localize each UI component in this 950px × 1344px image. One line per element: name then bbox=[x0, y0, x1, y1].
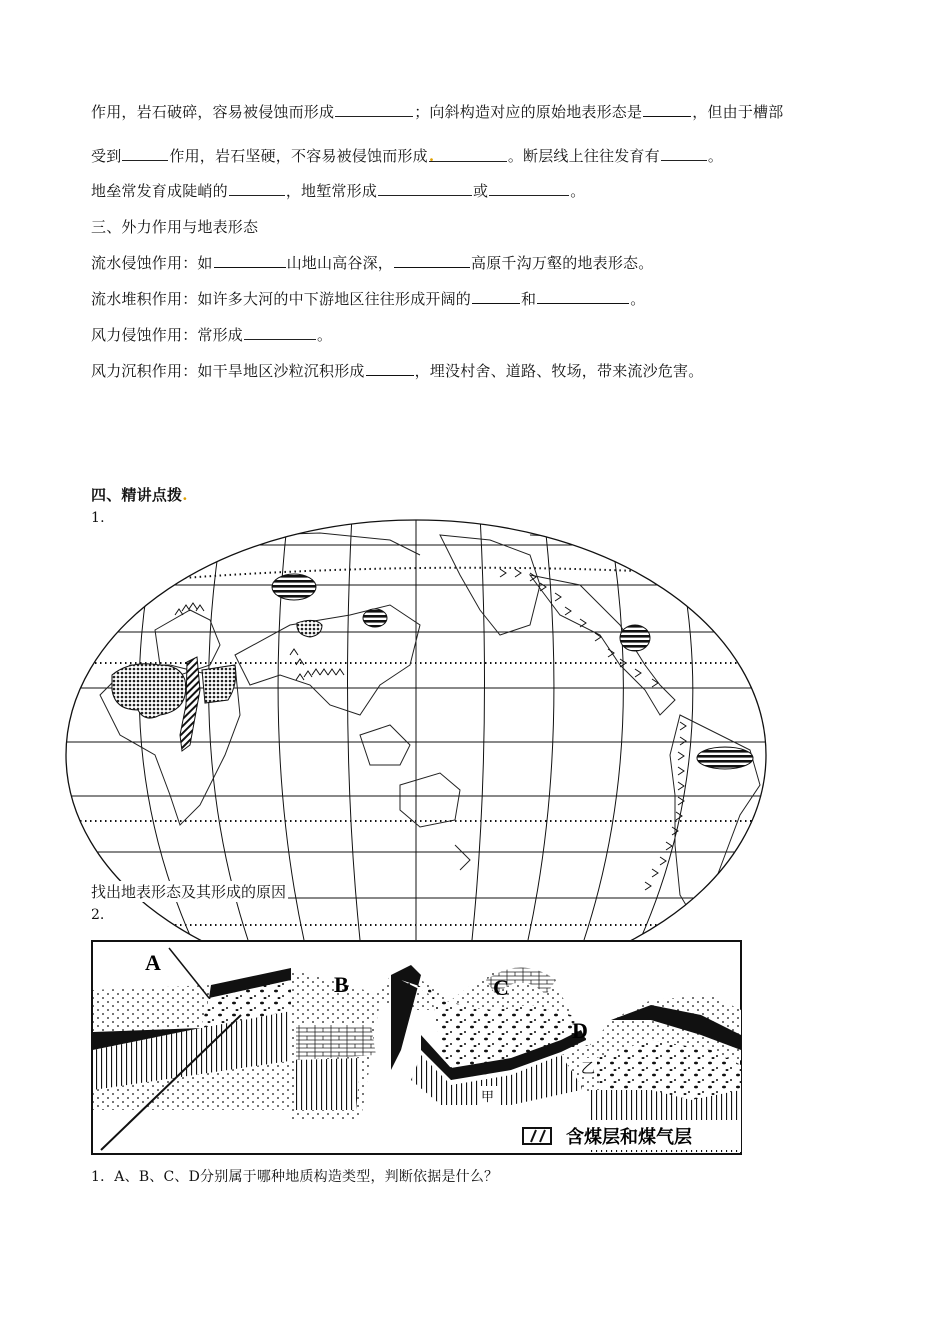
text: 受到 bbox=[91, 147, 122, 165]
question-text: 1．A、B、C、D分别属于哪种地质构造类型，判断依据是什么？ bbox=[91, 1169, 499, 1185]
text: 流水侵蚀作用：如 bbox=[91, 254, 213, 272]
answer-blank[interactable] bbox=[661, 146, 707, 161]
plain-stripes bbox=[272, 574, 316, 600]
text: 风力侵蚀作用：常形成 bbox=[91, 326, 244, 344]
geologic-cross-section bbox=[91, 940, 742, 1155]
plain-stripes bbox=[363, 609, 387, 627]
text: 风力沉积作用：如干旱地区沙粒沉积形成 bbox=[91, 362, 365, 380]
text-line-3 bbox=[91, 180, 585, 201]
map-caption: 找出地表形态及其形成的原因 bbox=[91, 883, 287, 901]
legend-swatch bbox=[523, 1128, 551, 1144]
answer-blank[interactable] bbox=[335, 102, 413, 117]
legend-label: 含煤层和煤气层 bbox=[566, 1127, 692, 1148]
text-line-7 bbox=[91, 324, 332, 345]
answer-blank[interactable] bbox=[214, 253, 286, 268]
answer-blank[interactable] bbox=[122, 146, 168, 161]
heading-text: 四、精讲点拨 bbox=[91, 486, 183, 504]
text: 山地山高谷深， bbox=[286, 254, 394, 272]
text: ，地堑常形成 bbox=[285, 182, 378, 200]
text: 作用，岩石破碎，容易被侵蚀而形成 bbox=[91, 103, 335, 121]
text: 作用，岩石坚硬，不容易被侵蚀而形成 bbox=[169, 147, 428, 165]
text-line-6 bbox=[91, 288, 645, 309]
orange-dot-mark: . bbox=[182, 486, 188, 504]
text: ，但由于槽部 bbox=[692, 103, 784, 121]
plain-stripes bbox=[620, 625, 650, 651]
text: 。 bbox=[630, 290, 646, 308]
orange-dot-mark: . bbox=[428, 147, 435, 165]
text: 地垒常发育成陡峭的 bbox=[91, 182, 228, 200]
label-yi: 乙 bbox=[581, 1061, 595, 1077]
map-graticule bbox=[60, 515, 772, 940]
answer-blank[interactable] bbox=[366, 361, 414, 376]
label-jia: 甲 bbox=[481, 1090, 495, 1105]
label-d: D bbox=[572, 1018, 588, 1043]
label-c: C bbox=[493, 975, 509, 1000]
answer-blank[interactable] bbox=[428, 147, 507, 165]
answer-blank[interactable] bbox=[472, 289, 520, 304]
text: 。断层线上往往发育有 bbox=[507, 147, 660, 165]
text: 流水堆积作用：如许多大河的中下游地区往往形成开阔的 bbox=[91, 290, 472, 308]
text: 。 bbox=[707, 147, 724, 165]
plain-stripes bbox=[697, 747, 753, 769]
text: ；向斜构造对应的原始地表形态是 bbox=[414, 103, 643, 121]
text-line-5 bbox=[91, 252, 653, 273]
answer-blank[interactable] bbox=[537, 289, 629, 304]
question-number-1: 1. bbox=[91, 510, 105, 526]
answer-blank[interactable] bbox=[643, 102, 691, 117]
label-b: B bbox=[334, 972, 349, 997]
answer-blank[interactable] bbox=[394, 253, 470, 268]
text: ，埋没村舍、道路、牧场，带来流沙危害。 bbox=[414, 362, 704, 380]
label-a: A bbox=[145, 950, 161, 975]
world-map-figure bbox=[60, 515, 772, 940]
text: 。 bbox=[570, 182, 586, 200]
text-line-2 bbox=[91, 145, 723, 166]
answer-blank[interactable] bbox=[244, 325, 316, 340]
text-line-8 bbox=[91, 360, 703, 381]
question-number-2: 2. bbox=[91, 907, 108, 923]
text: 或 bbox=[473, 182, 489, 200]
text: 高原千沟万壑的地表形态。 bbox=[471, 254, 654, 272]
text: 。 bbox=[317, 326, 333, 344]
answer-blank[interactable] bbox=[378, 181, 472, 196]
text: 和 bbox=[521, 290, 537, 308]
answer-blank[interactable] bbox=[489, 181, 569, 196]
section-heading-3: 三、外力作用与地表形态 bbox=[91, 218, 259, 236]
answer-blank[interactable] bbox=[229, 181, 285, 196]
text-line-1 bbox=[91, 101, 783, 122]
section-heading-4 bbox=[91, 484, 188, 505]
